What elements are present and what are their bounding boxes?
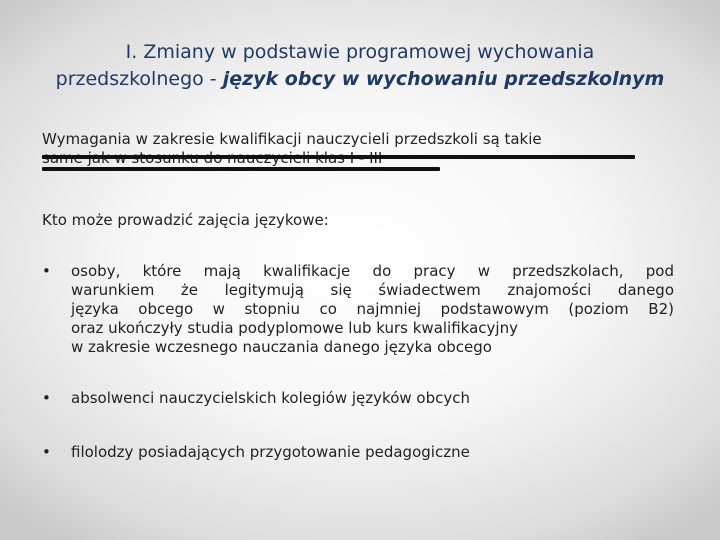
requirement-line-1: Wymagania w zakresie kwalifikacji nauczycieli przedszkoli są takie xyxy=(42,130,542,148)
bullet-2-text: absolwenci nauczycielskich kolegiów języków obcych xyxy=(71,389,470,407)
list-item xyxy=(42,389,674,408)
title-line-2-prefix: przedszkolnego - xyxy=(55,68,223,90)
bullet-icon: • xyxy=(42,262,51,280)
requirement-underline-2 xyxy=(42,167,440,171)
list-item xyxy=(42,262,674,357)
requirement-text xyxy=(42,130,682,168)
bullet-1-line-2: warunkiem że legitymują się świadectwem znajomości danego xyxy=(71,281,674,299)
bullet-list xyxy=(42,262,674,492)
list-item xyxy=(42,443,674,462)
bullet-icon: • xyxy=(42,443,51,461)
bullet-icon: • xyxy=(42,389,51,407)
bullet-3-text: filolodzy posiadających przygotowanie pedagogiczne xyxy=(71,443,470,461)
bullet-1-line-4: oraz ukończyły studia podyplomowe lub kurs kwalifikacyjny xyxy=(71,319,518,337)
title-line-1: I. Zmiany w podstawie programowej wychowania xyxy=(125,41,595,63)
title-emphasis: język obcy w wychowaniu przedszkolnym xyxy=(222,68,665,90)
bullet-1-line-5: w zakresie wczesnego nauczania danego języka obcego xyxy=(71,338,492,356)
question-text: Kto może prowadzić zajęcia językowe: xyxy=(42,211,329,229)
bullet-1-line-3: języka obcego w stopniu co najmniej podstawowym (poziom B2) xyxy=(71,300,674,318)
bullet-1-line-1: osoby, które mają kwalifikacje do pracy w przedszkolach, pod xyxy=(71,262,674,280)
requirement-underline-1 xyxy=(42,155,635,159)
title-line-2 xyxy=(40,66,680,93)
slide-title xyxy=(40,39,680,93)
